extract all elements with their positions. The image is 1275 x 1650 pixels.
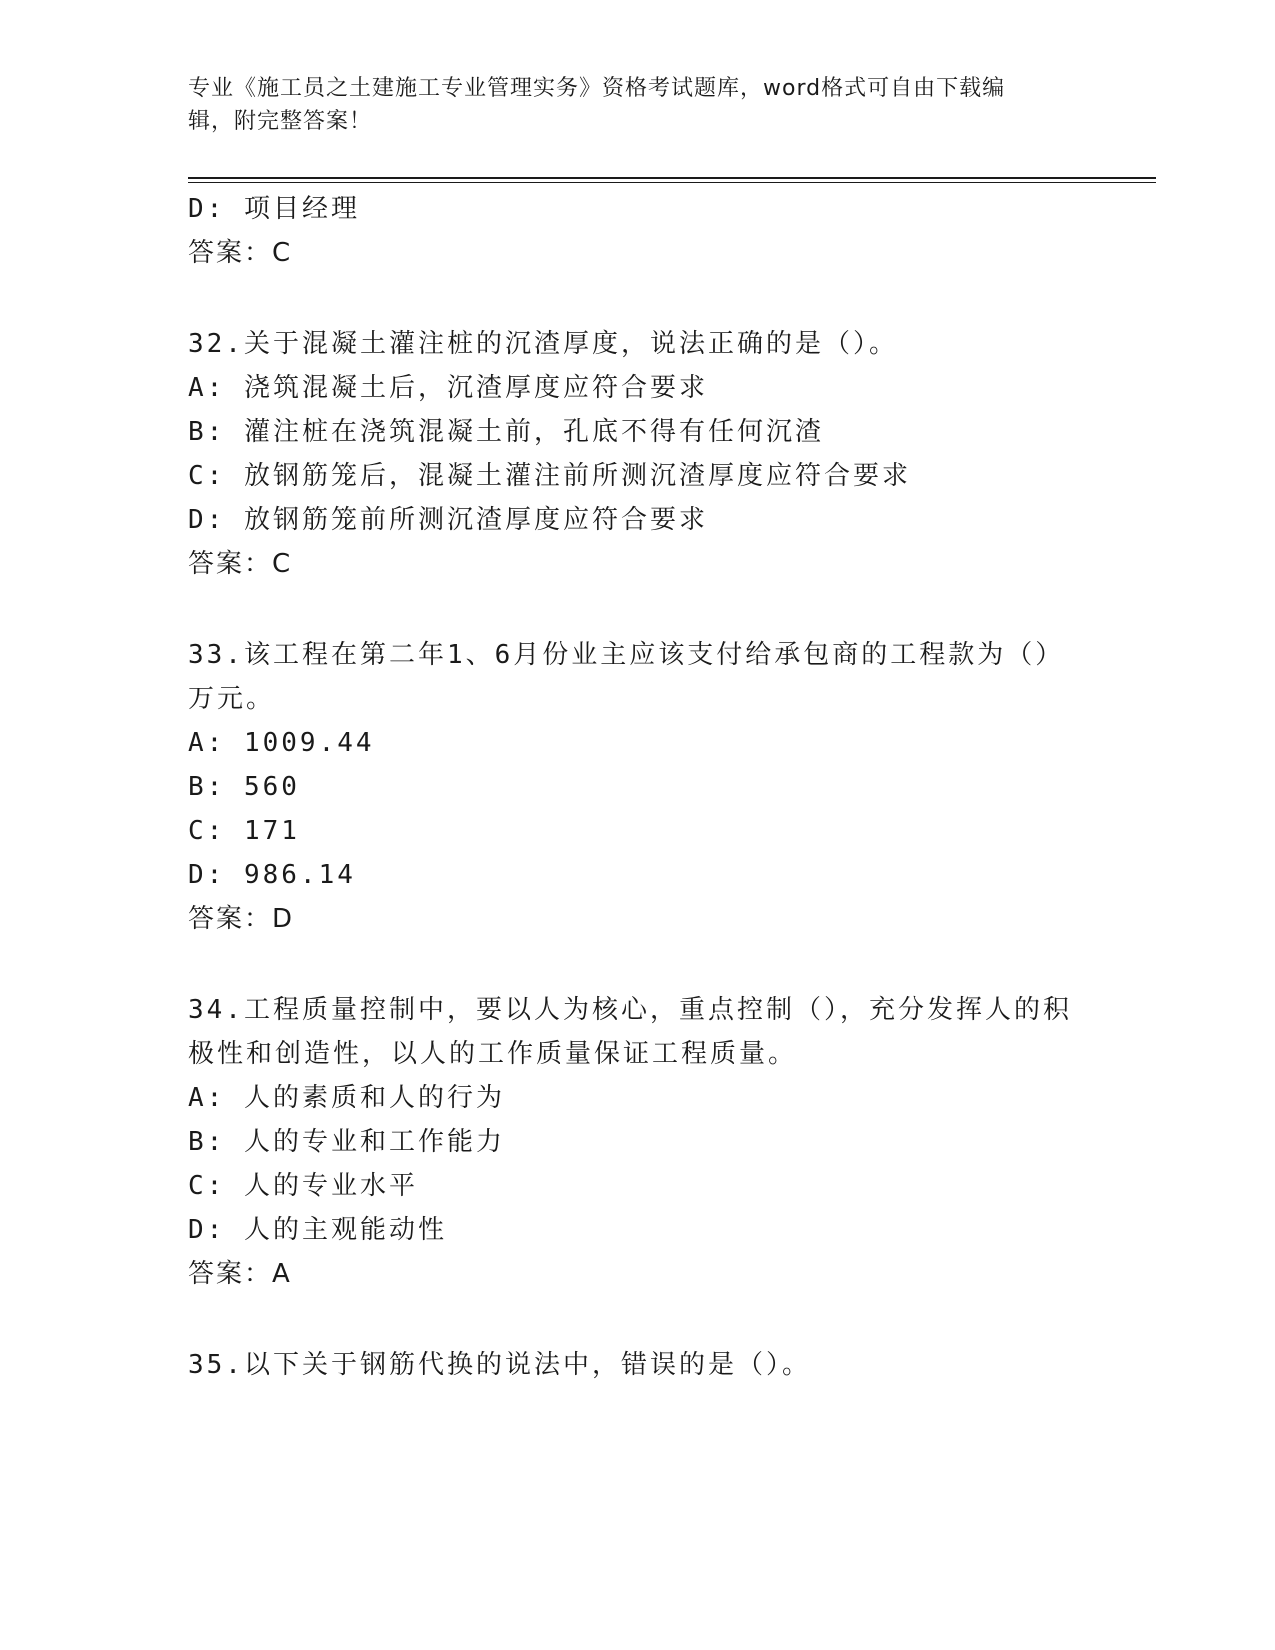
document-header bbox=[188, 72, 1068, 138]
q34-answer: 答案：A bbox=[188, 1259, 292, 1289]
q33-option-c: C: 171 bbox=[188, 816, 300, 846]
q32-option-c: C: 放钢筋笼后，混凝土灌注前所测沉渣厚度应符合要求 bbox=[188, 461, 911, 491]
q35-stem: 35.以下关于钢筋代换的说法中，错误的是（）。 bbox=[188, 1350, 811, 1380]
q33-answer: 答案：D bbox=[188, 904, 295, 934]
q34-option-a: A: 人的素质和人的行为 bbox=[188, 1083, 505, 1113]
q32-option-b: B: 灌注桩在浇筑混凝土前，孔底不得有任何沉渣 bbox=[188, 417, 824, 447]
q34-option-d: D: 人的主观能动性 bbox=[188, 1215, 447, 1245]
q33-stem-line-1: 33.该工程在第二年1、6月份业主应该支付给承包商的工程款为（） bbox=[188, 640, 1065, 670]
q32-stem: 32.关于混凝土灌注桩的沉渣厚度，说法正确的是（）。 bbox=[188, 329, 898, 359]
q33-option-b: B: 560 bbox=[188, 772, 300, 802]
q33-option-a: A: 1009.44 bbox=[188, 728, 375, 758]
q34-stem-line-1: 34.工程质量控制中，要以人为核心，重点控制（），充分发挥人的积 bbox=[188, 995, 1072, 1025]
q32-answer: 答案：C bbox=[188, 549, 293, 579]
header-line-2: 辑，附完整答案！ bbox=[188, 109, 373, 134]
q32-option-d: D: 放钢筋笼前所测沉渣厚度应符合要求 bbox=[188, 505, 708, 535]
q34-option-c: C: 人的专业水平 bbox=[188, 1171, 418, 1201]
header-line-1: 专业《施工员之土建施工专业管理实务》资格考试题库，word格式可自由下载编 bbox=[188, 76, 1006, 101]
header-divider-thick bbox=[188, 177, 1156, 179]
q33-option-d: D: 986.14 bbox=[188, 860, 356, 890]
q32-option-a: A: 浇筑混凝土后，沉渣厚度应符合要求 bbox=[188, 373, 708, 403]
header-divider-thin bbox=[188, 182, 1156, 183]
q33-stem-line-2: 万元。 bbox=[188, 684, 276, 714]
q34-stem-line-2: 极性和创造性，以人的工作质量保证工程质量。 bbox=[188, 1039, 798, 1069]
q34-option-b: B: 人的专业和工作能力 bbox=[188, 1127, 505, 1157]
q31-option-d: D: 项目经理 bbox=[188, 194, 360, 224]
q31-answer: 答案：C bbox=[188, 238, 293, 268]
